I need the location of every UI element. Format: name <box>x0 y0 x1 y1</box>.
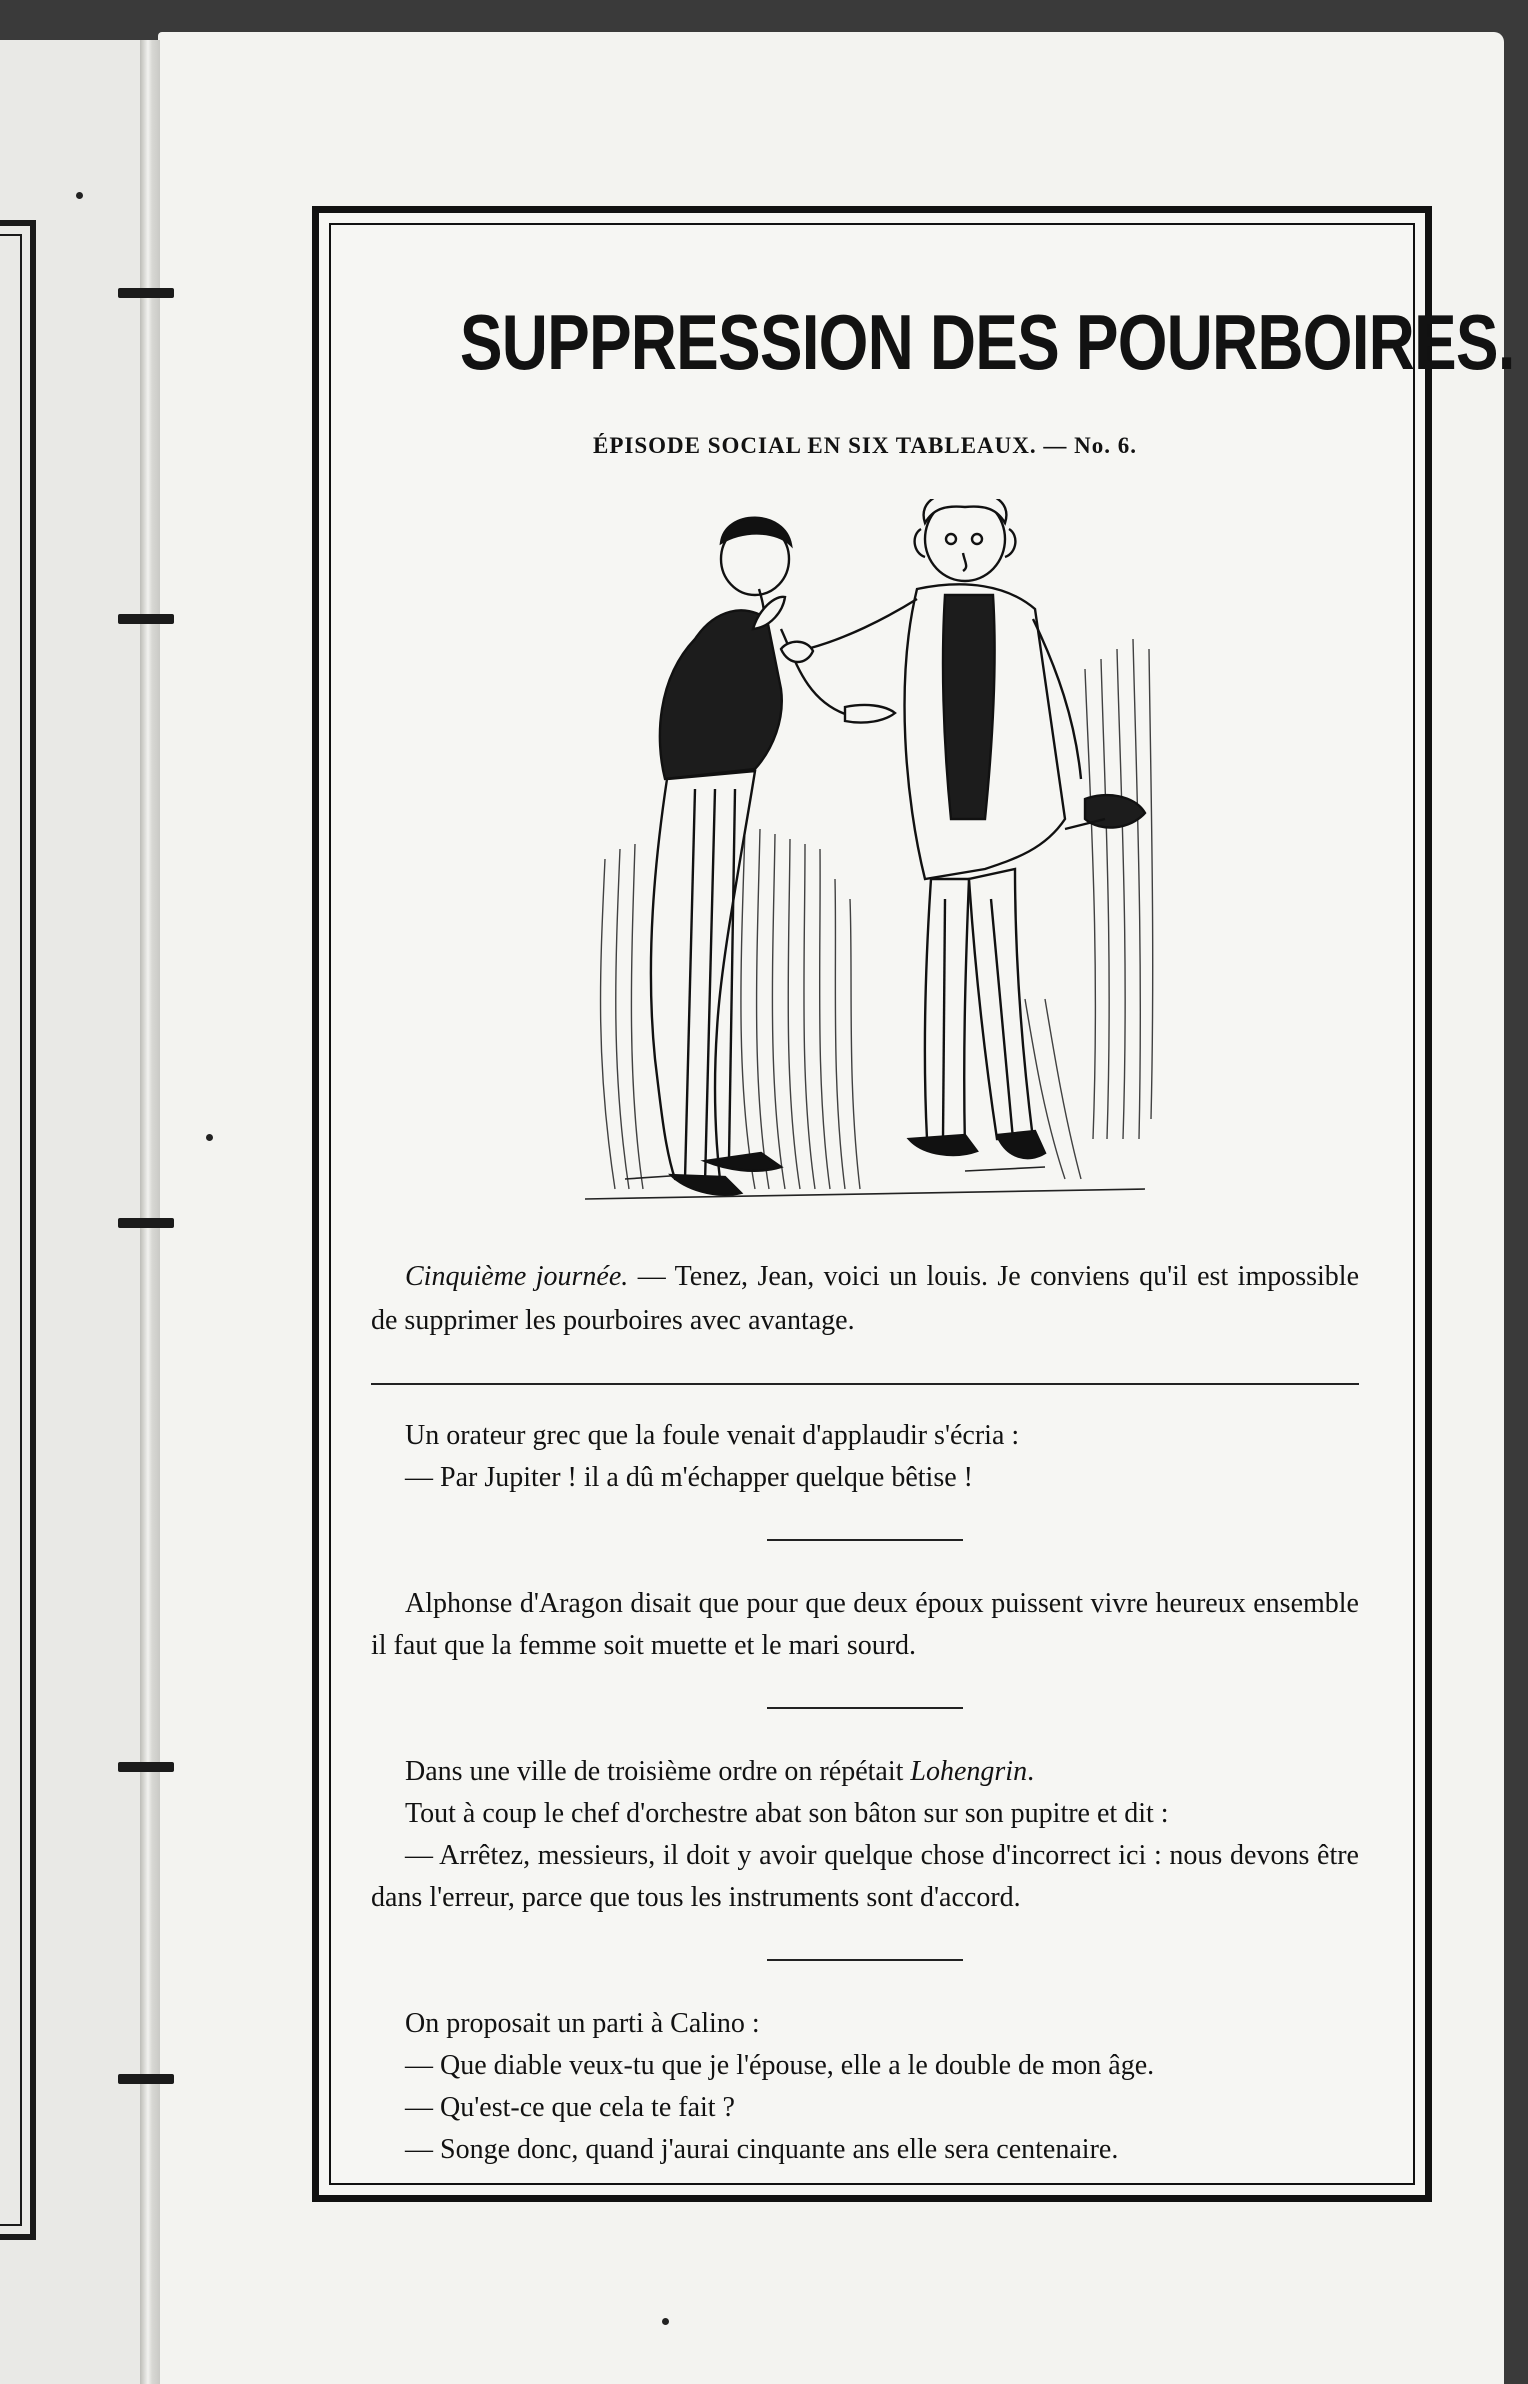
anecdote-calino-line-2: — Que diable veux-tu que je l'épouse, elle a le double de mon âge. <box>405 2050 1155 2081</box>
short-divider <box>767 1959 963 1961</box>
anecdote-calino-line-1: On proposait un parti à Calino : <box>405 2008 760 2039</box>
caption-lead: Cinquième journée. <box>405 1261 629 1292</box>
section-divider <box>371 1383 1359 1385</box>
engraving-illustration <box>545 499 1185 1219</box>
short-divider <box>767 1539 963 1541</box>
anecdote-calino-line-3: — Qu'est-ce que cela te fait ? <box>405 2092 735 2123</box>
anecdote-lohengrin-line-1 <box>371 1751 1359 1793</box>
lohengrin-title: Lohengrin <box>910 1756 1028 1787</box>
page-subtitle: ÉPISODE SOCIAL EN SIX TABLEAUX. — No. 6. <box>593 433 1137 458</box>
page-frame <box>312 206 1515 2202</box>
illustration-caption <box>371 1255 1359 1343</box>
anecdote-orator-line-2: — Par Jupiter ! il a dû m'échapper quelque bêtise ! <box>405 1462 973 1493</box>
anecdote-orator-line-1: Un orateur grec que la foule venait d'applaudir s'écria : <box>405 1420 1020 1451</box>
anecdote-calino-line-4: — Songe donc, quand j'aurai cinquante ans elle sera centenaire. <box>405 2134 1119 2165</box>
anecdote-lohengrin-line-2: Tout à coup le chef d'orchestre abat son bâton sur son pupitre et dit : <box>405 1798 1169 1829</box>
lohengrin-line-1-prefix: Dans une ville de troisième ordre on répétait <box>405 1756 911 1787</box>
short-divider <box>767 1707 963 1709</box>
caption-text: — Tenez, Jean, voici un louis. Je conviens qu'il est impossible de supprimer les pourboires avec avantage. <box>371 1261 1359 1336</box>
page-content <box>371 298 1515 2171</box>
anecdote-alphonse: Alphonse d'Aragon disait que pour que deux époux puissent vivre heureux ensemble il faut que la femme soit muette et le mari sourd. <box>371 1588 1359 1661</box>
anecdote-lohengrin-line-3: — Arrêtez, messieurs, il doit y avoir quelque chose d'incorrect ici : nous devons être dans l'erreur, parce que tous les instruments sont d'accord. <box>371 1840 1359 1913</box>
page-title: SUPPRESSION DES POURBOIRES. <box>459 298 1515 386</box>
lohengrin-line-1-suffix: . <box>1027 1756 1035 1787</box>
